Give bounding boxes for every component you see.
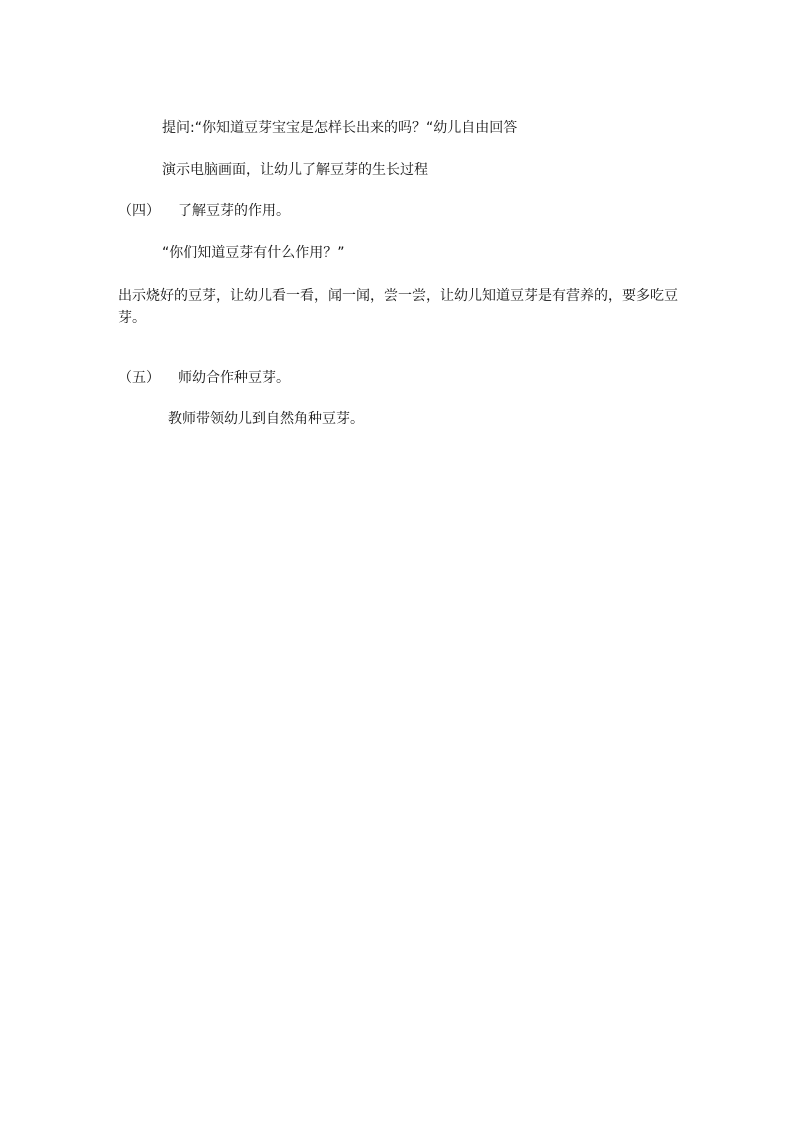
section-5-heading (118, 367, 290, 389)
demo-line: 演示电脑画面，让幼儿了解豆芽的生长过程 (162, 162, 428, 178)
question-line-1: 提问:“你知道豆芽宝宝是怎样长出来的吗？“幼儿自由回答 (162, 120, 518, 136)
closing-line: 教师带领幼儿到自然角种豆芽。 (168, 411, 364, 427)
section-5-number: （五） (118, 370, 160, 386)
question-line-2: “你们知道豆芽有什么作用？” (162, 245, 345, 261)
body-paragraph: 出示烧好的豆芽，让幼儿看一看，闻一闻，尝一尝，让幼儿知道豆芽是有营养的，要多吃豆芽。 (118, 288, 678, 326)
section-4-title: 了解豆芽的作用。 (178, 203, 290, 219)
section-5-title: 师幼合作种豆芽。 (178, 370, 290, 386)
section-4-heading (118, 200, 290, 222)
section-4-number: （四） (118, 203, 160, 219)
